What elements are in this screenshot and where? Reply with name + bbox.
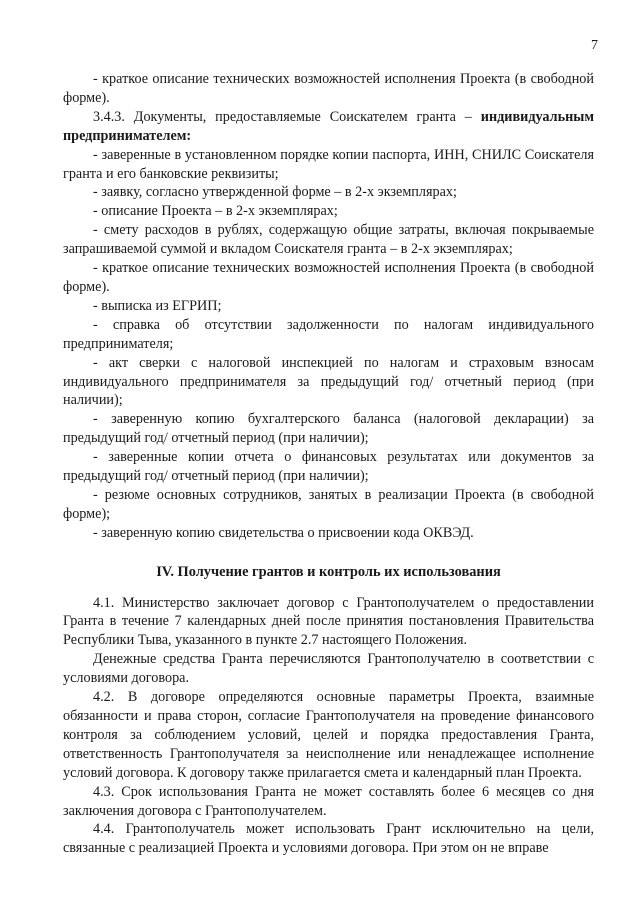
list-item: - акт сверки с налоговой инспекцией по налогам и страховым взносам индивидуального предпринимателя за предыдущий год/ отчетный период (при наличии); — [63, 354, 594, 409]
subsection-bold-label: индивидуальным предпринимателем: — [63, 108, 594, 144]
list-item: - заверенные копии отчета о финансовых результатах или документов за предыдущий год/ отчетный период (при наличии); — [63, 449, 594, 485]
subsection-heading-3-4-3 — [63, 108, 594, 146]
paragraph-4-4: 4.4. Грантополучатель может использовать Грант исключительно на цели, связанные с реализацией Проекта и условиями договора. При этом он не вправе — [63, 821, 594, 857]
list-item: - заявку, согласно утвержденной форме – в 2-х экземплярах; — [93, 184, 457, 201]
list-item: - заверенную копию свидетельства о присвоении кода ОКВЭД. — [93, 524, 474, 541]
paragraph-4-1: 4.1. Министерство заключает договор с Грантополучателем о предоставлении Гранта в течение 7 календарных дней после принятия постановления Правительства Республики Тыва, указанного в пункте 2.7 настоящего Положения. — [63, 594, 594, 649]
page-number: 7 — [591, 38, 598, 53]
section-title: IV. Получение грантов и контроль их использования — [156, 563, 501, 580]
list-item: - смету расходов в рублях, содержащую общие затраты, включая покрываемые запрашиваемой суммой и вкладом Соискателя гранта – в 2-х экземплярах; — [63, 222, 594, 258]
paragraph: Денежные средства Гранта перечисляются Грантополучателю в соответствии с условиями договора. — [63, 651, 594, 687]
list-item: - резюме основных сотрудников, занятых в реализации Проекта (в свободной форме); — [63, 486, 594, 522]
list-item: - краткое описание технических возможностей исполнения Проекта (в свободной форме). — [63, 260, 594, 295]
document-body — [63, 70, 594, 858]
paragraph: - краткое описание технических возможностей исполнения Проекта (в свободной форме). — [63, 71, 594, 106]
list-item: - выписка из ЕГРИП; — [93, 297, 222, 314]
list-item: - заверенную копию бухгалтерского баланса (налоговой декларации) за предыдущий год/ отчетный период (при наличии); — [63, 411, 594, 447]
list-item: - описание Проекта – в 2-х экземплярах; — [93, 203, 338, 220]
paragraph-4-2: 4.2. В договоре определяются основные параметры Проекта, взаимные обязанности и права сторон, согласие Грантополучателя на проведение финансового контроля за соблюдением условий, целей и порядка предоставления Гранта, ответственность Грантополучателя за неисполнение или ненадлежащее исполнение условий договора. К договору также прилагается смета и календарный план Проекта. — [63, 689, 594, 781]
list-item: - справка об отсутствии задолженности по налогам индивидуального предпринимателя; — [63, 316, 594, 352]
paragraph-4-3: 4.3. Срок использования Гранта не может составлять более 6 месяцев со дня заключения договора с Грантополучателем. — [63, 783, 594, 819]
subsection-prefix: 3.4.3. Документы, предоставляемые Соискателем гранта – — [93, 108, 481, 125]
list-item: - заверенные в установленном порядке копии паспорта, ИНН, СНИЛС Соискателя гранта и его банковские реквизиты; — [63, 146, 594, 182]
